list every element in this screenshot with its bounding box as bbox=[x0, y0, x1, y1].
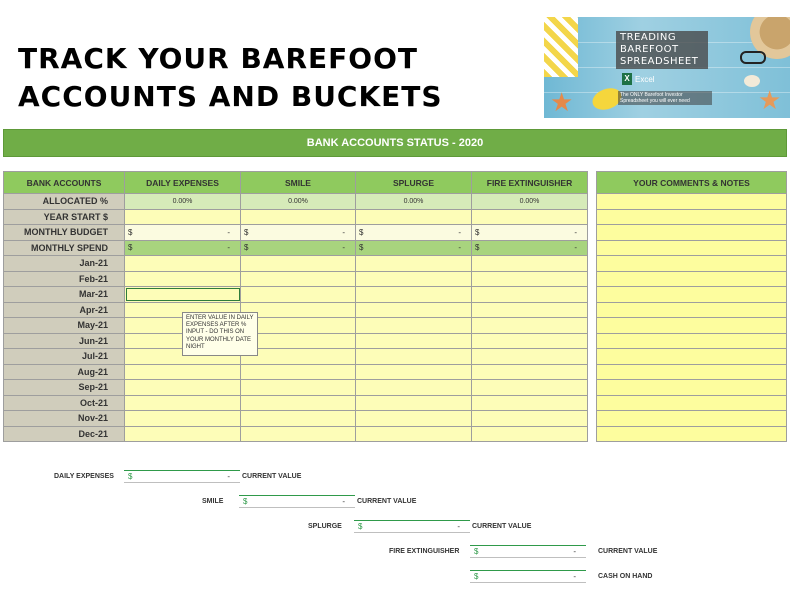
row-label[interactable]: MONTHLY BUDGET bbox=[4, 225, 125, 241]
notes-cell[interactable] bbox=[597, 426, 787, 442]
month-cell[interactable] bbox=[125, 256, 241, 272]
year-start-cell[interactable] bbox=[356, 209, 472, 225]
table-row bbox=[4, 426, 588, 442]
table-row bbox=[4, 194, 588, 210]
month-label[interactable]: Jul-21 bbox=[4, 349, 125, 365]
budget-cell[interactable] bbox=[125, 225, 241, 241]
month-cell[interactable] bbox=[241, 364, 356, 380]
currency-symbol: $ bbox=[243, 497, 248, 506]
excel-badge bbox=[622, 73, 655, 85]
cell-value: - bbox=[342, 227, 345, 237]
towel-graphic bbox=[544, 17, 578, 77]
notes-header[interactable]: YOUR COMMENTS & NOTES bbox=[597, 172, 787, 194]
month-cell[interactable] bbox=[472, 380, 588, 396]
currency-symbol: $ bbox=[244, 227, 249, 237]
notes-cell[interactable] bbox=[597, 271, 787, 287]
page-title bbox=[18, 40, 443, 116]
month-cell[interactable] bbox=[472, 395, 588, 411]
selected-cell[interactable] bbox=[125, 287, 241, 303]
cell-value: - bbox=[574, 227, 577, 237]
notes-cell[interactable] bbox=[597, 395, 787, 411]
month-cell[interactable] bbox=[356, 380, 472, 396]
table-row bbox=[4, 318, 588, 334]
summary-label: SPLURGE bbox=[308, 523, 342, 530]
budget-cell[interactable] bbox=[356, 225, 472, 241]
month-cell[interactable] bbox=[356, 318, 472, 334]
month-cell[interactable] bbox=[241, 395, 356, 411]
summary-label: SMILE bbox=[202, 498, 224, 505]
notes-cell[interactable] bbox=[597, 411, 787, 427]
table-row bbox=[4, 302, 588, 318]
month-cell[interactable] bbox=[356, 287, 472, 303]
month-label[interactable]: Aug-21 bbox=[4, 364, 125, 380]
cell-comment-tooltip: ENTER VALUE IN DAILY EXPENSES AFTER % INPUT - DO THIS ON YOUR MONTHLY DATE NIGHT bbox=[182, 312, 258, 356]
summary-value-cell[interactable] bbox=[470, 545, 586, 558]
notes-cell[interactable] bbox=[597, 302, 787, 318]
column-header[interactable]: SPLURGE bbox=[356, 172, 472, 194]
column-header[interactable]: BANK ACCOUNTS bbox=[4, 172, 125, 194]
banner-tagline: The ONLY Barefoot Investor Spreadsheet you will ever need bbox=[618, 91, 712, 105]
column-header[interactable]: FIRE EXTINGUISHER bbox=[472, 172, 588, 194]
month-cell[interactable] bbox=[356, 364, 472, 380]
notes-cell[interactable] bbox=[597, 333, 787, 349]
currency-symbol: $ bbox=[474, 572, 479, 581]
currency-symbol: $ bbox=[128, 243, 133, 253]
summary-caption: CURRENT VALUE bbox=[242, 473, 302, 480]
notes-cell[interactable] bbox=[597, 194, 787, 210]
month-cell[interactable] bbox=[472, 302, 588, 318]
cell-value: - bbox=[227, 227, 230, 237]
table-row bbox=[4, 287, 588, 303]
table-row bbox=[4, 411, 588, 427]
notes-cell[interactable] bbox=[597, 209, 787, 225]
table-row bbox=[4, 271, 588, 287]
cell-value: - bbox=[458, 227, 461, 237]
month-label[interactable]: Jan-21 bbox=[4, 256, 125, 272]
month-cell[interactable] bbox=[472, 333, 588, 349]
table-row bbox=[4, 209, 588, 225]
cell-value: - bbox=[573, 572, 576, 581]
month-cell[interactable] bbox=[125, 364, 241, 380]
cell-value: - bbox=[573, 547, 576, 556]
month-cell[interactable] bbox=[125, 411, 241, 427]
summary-caption: CASH ON HAND bbox=[598, 573, 653, 580]
starfish-icon: ★ bbox=[758, 85, 782, 115]
month-label[interactable]: May-21 bbox=[4, 318, 125, 334]
month-label[interactable]: Jun-21 bbox=[4, 333, 125, 349]
sheet-header: BANK ACCOUNTS STATUS - 2020 bbox=[3, 129, 787, 157]
table-row bbox=[4, 395, 588, 411]
row-label[interactable]: ALLOCATED % bbox=[4, 194, 125, 210]
banner-title-box bbox=[616, 31, 708, 69]
month-label[interactable]: Sep-21 bbox=[4, 380, 125, 396]
month-cell[interactable] bbox=[356, 426, 472, 442]
column-header[interactable]: DAILY EXPENSES bbox=[125, 172, 241, 194]
month-cell[interactable] bbox=[472, 271, 588, 287]
month-cell[interactable] bbox=[125, 380, 241, 396]
allocated-cell[interactable]: 0.00% bbox=[472, 194, 588, 210]
allocated-cell[interactable]: 0.00% bbox=[356, 194, 472, 210]
year-start-cell[interactable] bbox=[125, 209, 241, 225]
allocated-cell[interactable]: 0.00% bbox=[241, 194, 356, 210]
table-row bbox=[4, 225, 588, 241]
notes-cell[interactable] bbox=[597, 225, 787, 241]
summary-value-cell[interactable] bbox=[124, 470, 240, 483]
month-label[interactable]: Mar-21 bbox=[4, 287, 125, 303]
budget-cell[interactable] bbox=[472, 225, 588, 241]
notes-cell[interactable] bbox=[597, 380, 787, 396]
excel-icon: X bbox=[622, 73, 632, 85]
currency-symbol: $ bbox=[128, 227, 133, 237]
product-banner bbox=[544, 17, 790, 118]
month-cell[interactable] bbox=[472, 411, 588, 427]
cell-value: - bbox=[457, 522, 460, 531]
page-title-line2: ACCOUNTS AND BUCKETS bbox=[18, 80, 443, 113]
month-cell[interactable] bbox=[356, 349, 472, 365]
month-cell[interactable] bbox=[125, 395, 241, 411]
table-header-row bbox=[4, 172, 588, 194]
month-cell[interactable] bbox=[356, 271, 472, 287]
month-cell[interactable] bbox=[241, 271, 356, 287]
summary-value-cell[interactable] bbox=[239, 495, 355, 508]
currency-symbol: $ bbox=[359, 243, 364, 253]
month-cell[interactable] bbox=[472, 349, 588, 365]
cell-value: - bbox=[227, 243, 230, 253]
page-title-line1: TRACK YOUR BAREFOOT bbox=[18, 42, 418, 75]
row-label[interactable]: YEAR START $ bbox=[4, 209, 125, 225]
month-cell[interactable] bbox=[472, 426, 588, 442]
cell-value: - bbox=[574, 243, 577, 253]
summary-caption: CURRENT VALUE bbox=[598, 548, 658, 555]
bank-accounts-table bbox=[3, 171, 588, 442]
year-start-cell[interactable] bbox=[472, 209, 588, 225]
banner-line1: TREADING bbox=[620, 32, 677, 43]
month-cell[interactable] bbox=[472, 318, 588, 334]
currency-symbol: $ bbox=[475, 243, 480, 253]
spend-cell[interactable] bbox=[356, 240, 472, 256]
month-cell[interactable] bbox=[241, 426, 356, 442]
excel-label: Excel bbox=[635, 74, 655, 84]
cell-value: - bbox=[227, 472, 230, 481]
summary-label: DAILY EXPENSES bbox=[54, 473, 114, 480]
month-cell[interactable] bbox=[241, 256, 356, 272]
table-row bbox=[4, 380, 588, 396]
summary-value-cell[interactable] bbox=[354, 520, 470, 533]
cell-value: - bbox=[342, 243, 345, 253]
month-label[interactable]: Feb-21 bbox=[4, 271, 125, 287]
table-row bbox=[4, 333, 588, 349]
column-header[interactable]: SMILE bbox=[241, 172, 356, 194]
budget-cell[interactable] bbox=[241, 225, 356, 241]
month-cell[interactable] bbox=[241, 411, 356, 427]
month-label[interactable]: Apr-21 bbox=[4, 302, 125, 318]
currency-symbol: $ bbox=[359, 227, 364, 237]
month-cell[interactable] bbox=[125, 426, 241, 442]
allocated-cell[interactable]: 0.00% bbox=[125, 194, 241, 210]
currency-symbol: $ bbox=[128, 472, 133, 481]
table-row bbox=[4, 364, 588, 380]
month-cell[interactable] bbox=[472, 256, 588, 272]
year-start-cell[interactable] bbox=[241, 209, 356, 225]
cash-on-hand-cell[interactable] bbox=[470, 570, 586, 583]
notes-cell[interactable] bbox=[597, 349, 787, 365]
summary-label: FIRE EXTINGUISHER bbox=[389, 548, 460, 555]
table-row bbox=[4, 240, 588, 256]
notes-cell[interactable] bbox=[597, 240, 787, 256]
row-label[interactable]: MONTHLY SPEND bbox=[4, 240, 125, 256]
month-label[interactable]: Dec-21 bbox=[4, 426, 125, 442]
month-label[interactable]: Oct-21 bbox=[4, 395, 125, 411]
banner-line3: SPREADSHEET bbox=[620, 56, 699, 67]
month-label[interactable]: Nov-21 bbox=[4, 411, 125, 427]
notes-cell[interactable] bbox=[597, 318, 787, 334]
currency-symbol: $ bbox=[244, 243, 249, 253]
month-cell[interactable] bbox=[472, 287, 588, 303]
sunglasses-icon bbox=[740, 51, 766, 64]
summary-caption: CURRENT VALUE bbox=[357, 498, 417, 505]
comments-notes-table bbox=[596, 171, 787, 442]
month-cell[interactable] bbox=[356, 411, 472, 427]
table-row bbox=[4, 256, 588, 272]
table-row bbox=[4, 349, 588, 365]
currency-symbol: $ bbox=[358, 522, 363, 531]
notes-cell[interactable] bbox=[597, 287, 787, 303]
cell-value: - bbox=[458, 243, 461, 253]
month-cell[interactable] bbox=[125, 271, 241, 287]
summary-caption: CURRENT VALUE bbox=[472, 523, 532, 530]
starfish-icon: ★ bbox=[550, 87, 574, 117]
notes-cell[interactable] bbox=[597, 364, 787, 380]
currency-symbol: $ bbox=[475, 227, 480, 237]
month-cell[interactable] bbox=[472, 364, 588, 380]
month-cell[interactable] bbox=[356, 302, 472, 318]
spend-cell[interactable] bbox=[472, 240, 588, 256]
month-cell[interactable] bbox=[356, 395, 472, 411]
spend-cell[interactable] bbox=[241, 240, 356, 256]
cell-value: - bbox=[342, 497, 345, 506]
month-cell[interactable] bbox=[356, 333, 472, 349]
month-cell[interactable] bbox=[241, 287, 356, 303]
currency-symbol: $ bbox=[474, 547, 479, 556]
notes-cell[interactable] bbox=[597, 256, 787, 272]
month-cell[interactable] bbox=[241, 380, 356, 396]
spend-cell[interactable] bbox=[125, 240, 241, 256]
month-cell[interactable] bbox=[356, 256, 472, 272]
banner-line2: BAREFOOT bbox=[620, 44, 679, 55]
